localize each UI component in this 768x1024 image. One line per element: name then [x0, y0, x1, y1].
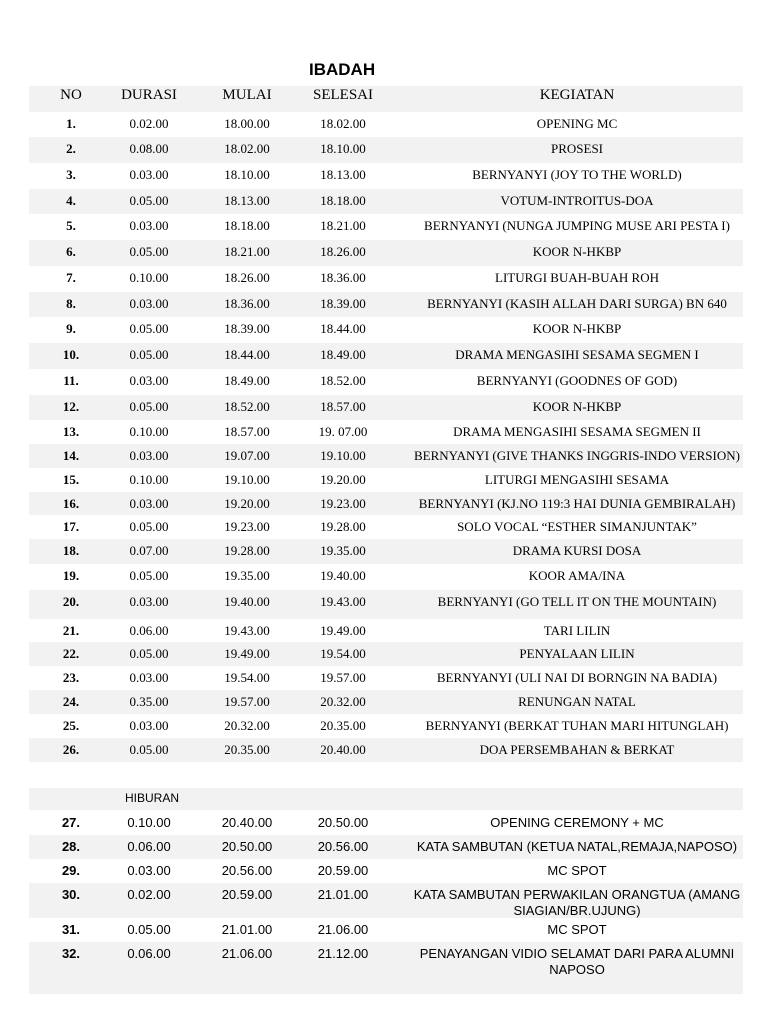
cell-no: 12.	[62, 399, 80, 414]
table-row	[29, 444, 743, 468]
cell-kegiatan: KOOR AMA/INA	[528, 568, 626, 583]
cell-selesai: 18.02.00	[320, 116, 366, 131]
cell-kegiatan: KOOR N-HKBP	[532, 321, 622, 336]
cell-no: 24.	[62, 694, 80, 709]
cell-durasi: 0.05.00	[127, 922, 171, 937]
cell-mulai: 19.20.00	[224, 496, 270, 511]
cell-durasi: 0.05.00	[129, 321, 169, 336]
cell-no: 5.	[66, 218, 76, 233]
cell-durasi: 0.03.00	[129, 718, 169, 733]
cell-durasi: 0.03.00	[127, 863, 171, 878]
cell-selesai: 20.40.00	[320, 742, 366, 757]
cell-no: 1.	[66, 116, 76, 131]
cell-kegiatan: DRAMA KURSI DOSA	[512, 543, 642, 558]
table-row	[29, 619, 743, 642]
cell-mulai: 19.54.00	[224, 670, 270, 685]
cell-selesai: 19.28.00	[320, 519, 366, 534]
cell-kegiatan: PENAYANGAN VIDIO SELAMAT DARI PARA ALUMNI NAPOSO	[419, 946, 735, 977]
table-header	[29, 86, 743, 112]
cell-no: 22.	[62, 646, 80, 661]
cell-mulai: 20.40.00	[221, 815, 273, 830]
table-row	[29, 642, 743, 666]
cell-selesai: 20.35.00	[320, 718, 366, 733]
cell-selesai: 20.50.00	[317, 815, 369, 830]
cell-no: 2.	[66, 141, 76, 156]
cell-mulai: 20.32.00	[224, 718, 270, 733]
table-row	[29, 163, 743, 189]
cell-mulai: 19.28.00	[224, 543, 270, 558]
cell-no: 13.	[62, 424, 80, 439]
table-row	[29, 343, 743, 369]
header-selesai: SELESAI	[313, 87, 373, 103]
cell-no: 8.	[66, 296, 76, 311]
cell-mulai: 20.35.00	[224, 742, 270, 757]
cell-mulai: 18.39.00	[224, 321, 270, 336]
cell-mulai: 19.57.00	[224, 694, 270, 709]
cell-kegiatan: RENUNGAN NATAL	[518, 694, 636, 709]
table-row	[29, 883, 743, 918]
cell-mulai: 18.49.00	[224, 373, 270, 388]
cell-kegiatan: BERNYANYI (GO TELL IT ON THE MOUNTAIN)	[437, 594, 717, 609]
cell-no: 9.	[66, 321, 76, 336]
cell-mulai: 19.10.00	[224, 472, 270, 487]
cell-mulai: 21.01.00	[221, 922, 273, 937]
cell-durasi: 0.03.00	[129, 218, 169, 233]
cell-durasi: 0.02.00	[127, 887, 171, 902]
cell-no: 30.	[61, 887, 81, 902]
table-row	[29, 395, 743, 420]
cell-no: 7.	[66, 270, 76, 285]
header-kegiatan: KEGIATAN	[539, 87, 615, 103]
cell-selesai: 18.44.00	[320, 321, 366, 336]
cell-kegiatan: DRAMA MENGASIHI SESAMA SEGMEN I	[455, 347, 699, 362]
cell-durasi: 0.05.00	[129, 646, 169, 661]
cell-no: 3.	[66, 167, 76, 182]
cell-mulai: 19.49.00	[224, 646, 270, 661]
cell-kegiatan: BERNYANYI (BERKAT TUHAN MARI HITUNGLAH)	[425, 718, 729, 733]
cell-no: 6.	[66, 244, 76, 259]
cell-no: 20.	[62, 594, 80, 609]
cell-mulai: 18.13.00	[224, 193, 270, 208]
cell-durasi: 0.35.00	[129, 694, 169, 709]
cell-mulai: 18.36.00	[224, 296, 270, 311]
cell-selesai: 19.20.00	[320, 472, 366, 487]
table-row	[29, 738, 743, 762]
table-row	[29, 189, 743, 214]
cell-durasi: 0.02.00	[129, 116, 169, 131]
cell-selesai: 20.59.00	[317, 863, 369, 878]
table-row	[29, 811, 743, 835]
cell-selesai: 18.10.00	[320, 141, 366, 156]
cell-durasi: 0.07.00	[129, 543, 169, 558]
table-row	[29, 420, 743, 444]
table-row	[29, 137, 743, 163]
cell-no: 26.	[62, 742, 80, 757]
cell-mulai: 19.40.00	[224, 594, 270, 609]
cell-durasi: 0.03.00	[129, 496, 169, 511]
cell-selesai: 18.26.00	[320, 244, 366, 259]
cell-mulai: 20.59.00	[221, 887, 273, 902]
cell-no: 19.	[62, 568, 80, 583]
table-row	[29, 942, 743, 994]
cell-selesai: 18.36.00	[320, 270, 366, 285]
table-row	[29, 690, 743, 714]
cell-durasi: 0.05.00	[129, 347, 169, 362]
table-row	[29, 266, 743, 292]
cell-durasi: 0.08.00	[129, 141, 169, 156]
cell-kegiatan: OPENING CEREMONY + MC	[490, 815, 664, 830]
cell-no: 32.	[61, 946, 81, 961]
cell-no: 16.	[62, 496, 80, 511]
cell-no: 31.	[61, 922, 81, 937]
cell-kegiatan: BERNYANYI (ULI NAI DI BORNGIN NA BADIA)	[436, 670, 718, 685]
cell-kegiatan: DRAMA MENGASIHI SESAMA SEGMEN II	[453, 424, 701, 439]
cell-selesai: 19.57.00	[320, 670, 366, 685]
cell-mulai: 18.44.00	[224, 347, 270, 362]
table-row	[29, 515, 743, 539]
cell-kegiatan: VOTUM-INTROITUS-DOA	[500, 193, 654, 208]
table-row	[29, 369, 743, 395]
cell-selesai: 19.35.00	[320, 543, 366, 558]
table-row	[29, 564, 743, 590]
cell-no: 4.	[66, 193, 76, 208]
cell-durasi: 0.03.00	[129, 167, 169, 182]
header-mulai: MULAI	[222, 87, 272, 103]
cell-no: 15.	[62, 472, 80, 487]
cell-durasi: 0.06.00	[127, 946, 171, 961]
cell-durasi: 0.05.00	[129, 568, 169, 583]
cell-durasi: 0.05.00	[129, 519, 169, 534]
cell-kegiatan: BERNYANYI (NUNGA JUMPING MUSE ARI PESTA I)	[424, 218, 730, 233]
cell-no: 29.	[61, 863, 81, 878]
cell-selesai: 21.12.00	[317, 946, 369, 961]
cell-durasi: 0.10.00	[129, 472, 169, 487]
cell-durasi: 0.03.00	[129, 594, 169, 609]
cell-no: 23.	[62, 670, 80, 685]
cell-mulai: 18.21.00	[224, 244, 270, 259]
cell-mulai: 20.56.00	[221, 863, 273, 878]
cell-kegiatan: BERNYANYI (GOODNES OF GOD)	[476, 373, 678, 388]
cell-mulai: 18.26.00	[224, 270, 270, 285]
cell-mulai: 19.35.00	[224, 568, 270, 583]
table-row	[29, 539, 743, 564]
cell-no: 18.	[62, 543, 80, 558]
cell-selesai: 20.32.00	[320, 694, 366, 709]
cell-selesai: 18.49.00	[320, 347, 366, 362]
cell-no: 27.	[61, 815, 81, 830]
cell-selesai: 20.56.00	[317, 839, 369, 854]
cell-durasi: 0.03.00	[129, 670, 169, 685]
cell-kegiatan: KATA SAMBUTAN (KETUA NATAL,REMAJA,NAPOSO)	[416, 839, 738, 854]
cell-selesai: 18.39.00	[320, 296, 366, 311]
cell-selesai: 21.06.00	[317, 922, 369, 937]
cell-mulai: 19.43.00	[224, 623, 270, 638]
cell-selesai: 19.54.00	[320, 646, 366, 661]
cell-durasi: 0.03.00	[129, 448, 169, 463]
cell-durasi: 0.03.00	[129, 296, 169, 311]
cell-selesai: 21.01.00	[317, 887, 369, 902]
cell-no: 21.	[62, 623, 80, 638]
cell-kegiatan: PENYALAAN LILIN	[519, 646, 635, 661]
table-row	[29, 468, 743, 492]
cell-kegiatan: LITURGI MENGASIHI SESAMA	[484, 472, 670, 487]
header-no: NO	[60, 87, 82, 103]
cell-kegiatan: BERNYANYI (KASIH ALLAH DARI SURGA) BN 640	[427, 296, 727, 311]
cell-selesai: 18.13.00	[320, 167, 366, 182]
cell-selesai: 19.23.00	[320, 496, 366, 511]
cell-kegiatan: MC SPOT	[547, 922, 607, 937]
cell-no: 17.	[62, 519, 80, 534]
cell-kegiatan: TARI LILIN	[543, 623, 611, 638]
cell-kegiatan: KOOR N-HKBP	[532, 244, 622, 259]
cell-mulai: 18.18.00	[224, 218, 270, 233]
table-row	[29, 292, 743, 317]
cell-durasi: 0.05.00	[129, 244, 169, 259]
cell-mulai: 18.57.00	[224, 424, 270, 439]
cell-durasi: 0.06.00	[127, 839, 171, 854]
cell-kegiatan: BERNYANYI (JOY TO THE WORLD)	[472, 167, 682, 182]
table-row	[29, 214, 743, 240]
table-row	[29, 666, 743, 690]
cell-selesai: 18.21.00	[320, 218, 366, 233]
cell-mulai: 21.06.00	[221, 946, 273, 961]
cell-no: 10.	[62, 347, 80, 362]
table-row	[29, 112, 743, 137]
header-durasi: DURASI	[121, 87, 177, 103]
table-row	[29, 918, 743, 942]
table-row	[29, 590, 743, 619]
cell-mulai: 18.02.00	[224, 141, 270, 156]
cell-mulai: 18.00.00	[224, 116, 270, 131]
cell-selesai: 18.52.00	[320, 373, 366, 388]
cell-selesai: 19.10.00	[320, 448, 366, 463]
cell-kegiatan: OPENING MC	[536, 116, 618, 131]
cell-durasi: 0.06.00	[129, 623, 169, 638]
cell-durasi: 0.05.00	[129, 742, 169, 757]
table-row	[29, 492, 743, 515]
page-title: IBADAH	[309, 60, 376, 79]
cell-mulai: 19.23.00	[224, 519, 270, 534]
hiburan-section-row	[29, 788, 743, 810]
cell-mulai: 20.50.00	[221, 839, 273, 854]
cell-selesai: 18.18.00	[320, 193, 366, 208]
cell-kegiatan: DOA PERSEMBAHAN & BERKAT	[479, 742, 675, 757]
hiburan-label: HIBURAN	[125, 791, 180, 805]
cell-durasi: 0.05.00	[129, 399, 169, 414]
table-row	[29, 240, 743, 266]
table-row	[29, 859, 743, 883]
table-row	[29, 714, 743, 738]
cell-kegiatan: PROSESI	[550, 141, 604, 156]
cell-no: 11.	[63, 373, 79, 388]
cell-mulai: 18.52.00	[224, 399, 270, 414]
cell-durasi: 0.03.00	[129, 373, 169, 388]
cell-kegiatan: KOOR N-HKBP	[532, 399, 622, 414]
cell-selesai: 18.57.00	[320, 399, 366, 414]
cell-durasi: 0.10.00	[129, 424, 169, 439]
cell-mulai: 18.10.00	[224, 167, 270, 182]
cell-durasi: 0.10.00	[127, 815, 171, 830]
cell-kegiatan: BERNYANYI (KJ.NO 119:3 HAI DUNIA GEMBIRALAH)	[418, 496, 736, 511]
cell-selesai: 19.40.00	[320, 568, 366, 583]
cell-selesai: 19.49.00	[320, 623, 366, 638]
cell-kegiatan: SOLO VOCAL “ESTHER SIMANJUNTAK”	[457, 519, 697, 534]
cell-durasi: 0.05.00	[129, 193, 169, 208]
table-row	[29, 835, 743, 859]
cell-kegiatan: MC SPOT	[547, 863, 607, 878]
cell-no: 25.	[62, 718, 80, 733]
cell-no: 14.	[62, 448, 80, 463]
cell-kegiatan: KATA SAMBUTAN PERWAKILAN ORANGTUA (AMANG SIAGIAN/BR.UJUNG)	[413, 887, 741, 918]
cell-mulai: 19.07.00	[224, 448, 270, 463]
cell-selesai: 19. 07.00	[318, 424, 368, 439]
table-row	[29, 317, 743, 343]
cell-selesai: 19.43.00	[320, 594, 366, 609]
cell-kegiatan: LITURGI BUAH-BUAH ROH	[495, 270, 659, 285]
cell-no: 28.	[61, 839, 81, 854]
cell-kegiatan: BERNYANYI (GIVE THANKS INGGRIS-INDO VERSION)	[414, 448, 740, 463]
cell-durasi: 0.10.00	[129, 270, 169, 285]
